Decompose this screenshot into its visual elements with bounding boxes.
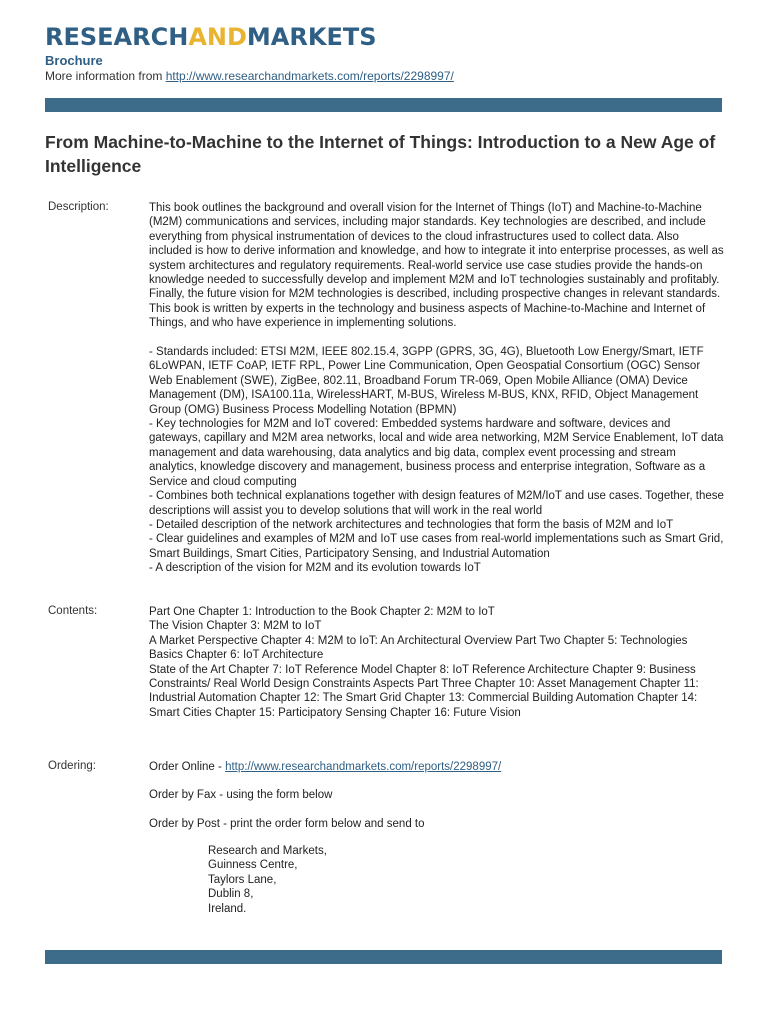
description-bullet: - Combines both technical explanations together with design features of M2M/IoT and use cases. Together, these descriptions will assist you to develop solutions that will work in the real world <box>149 490 724 517</box>
top-divider-bar <box>45 98 722 112</box>
address-line: Research and Markets, <box>208 845 327 857</box>
address-line: Dublin 8, <box>208 888 254 901</box>
description-bullet: - Key technologies for M2M and IoT covered: Embedded systems hardware and software, devices and gateways, capillary and M2M area networks, local and wide area networking, M2M Service Enablement, IoT data management and data warehousing, data analytics and big data, complex event processing and stream analytics, knowledge discovery and management, business process and enterprise integration, Software as a Service and cloud computing <box>149 418 724 488</box>
order-online-prefix: Order Online - <box>149 761 226 773</box>
address-line: Taylors Lane, <box>208 873 277 886</box>
contents-label: Contents: <box>48 605 98 617</box>
contents-line: Part One Chapter 1: Introduction to the Book Chapter 2: M2M to IoT <box>149 606 495 618</box>
logo-part-markets: MARKETS <box>246 23 377 51</box>
address-line: Guinness Centre, <box>208 859 298 872</box>
contents-line: The Vision Chapter 3: M2M to IoT <box>149 620 322 633</box>
logo-part-and: AND <box>188 23 247 51</box>
contents-body <box>149 605 724 720</box>
order-online-link[interactable]: http://www.researchandmarkets.com/reports/2298997/ <box>225 761 502 773</box>
order-fax-text: Order by Fax - using the form below <box>149 789 333 801</box>
address-line: Ireland. <box>208 902 247 915</box>
brochure-label: Brochure <box>45 53 103 68</box>
postal-address <box>208 844 327 916</box>
more-info-prefix: More information from <box>45 69 166 83</box>
page-title: From Machine-to-Machine to the Internet of Things: Introduction to a New Age of Intelligence <box>45 132 716 176</box>
bottom-divider-bar <box>45 950 722 964</box>
description-bullet: - Clear guidelines and examples of M2M and IoT use cases from real-world implementations such as Smart Grid, Smart Buildings, Smart Cities, Participatory Sensing, and Industrial Automation <box>149 533 724 560</box>
description-paragraph: This book outlines the background and overall vision for the Internet of Things (IoT) and Machine-to-Machine (M2M) communications and services, including major standards. Key technologies are described, and include everything from physical instrumentation of devices to the cloud infrastructures used to collect data. Also included is how to derive information and knowledge, and how to integrate it into enterprise processes, as well as system architectures and regulatory requirements. Real-world service use case studies provide the hands-on knowledge needed to successfully develop and implement M2M and IoT technologies sustainably and profitably. Finally, the future vision for M2M technologies is described, including prospective changes in relevant standards. This book is written by experts in the technology and business aspects of Machine-to-Machine and Internet of Things, and who have experience in implementing solutions. <box>149 202 724 330</box>
description-bullet: - Standards included: ETSI M2M, IEEE 802.15.4, 3GPP (GPRS, 3G, 4G), Bluetooth Low Energy/Smart, IETF 6LoWPAN, IETF CoAP, IETF RPL, Power Line Communication, Open Geospatial Consortium (OGC) Sensor Web Enablement (SWE), ZigBee, 802.11, Broadband Forum TR-069, Open Mobile Alliance (OMA) Device Management (DM), ISA100.11a, WirelessHART, M-BUS, Wireless M-BUS, KNX, RFID, Object Management Group (OMG) Business Process Modelling Notation (BPMN) <box>149 346 704 416</box>
ordering-label: Ordering: <box>48 760 96 772</box>
contents-line: State of the Art Chapter 7: IoT Reference Model Chapter 8: IoT Reference Architecture Chapter 9: Business Constraints/ Real World Design Constraints Aspects Part Three Chapter 10: Asset Management Chapter 11: Industrial Automation Chapter 12: The Smart Grid Chapter 13: Commercial Building Automation Chapter 14: Smart Cities Chapter 15: Participatory Sensing Chapter 16: Future Vision <box>149 663 699 719</box>
logo <box>45 22 377 52</box>
more-info-link[interactable]: http://www.researchandmarkets.com/reports/2298997/ <box>165 69 454 83</box>
order-online-line <box>149 760 724 774</box>
logo-part-research: RESEARCH <box>45 23 189 51</box>
contents-line: A Market Perspective Chapter 4: M2M to IoT: An Architectural Overview Part Two Chapter 5: Technologies Basics Chapter 6: IoT Architecture <box>149 634 688 662</box>
description-bullet: - Detailed description of the network architectures and technologies that form the basis of M2M and IoT <box>149 518 674 531</box>
description-label: Description: <box>48 201 109 213</box>
description-body <box>149 201 724 576</box>
description-bullet: - A description of the vision for M2M and its evolution towards IoT <box>149 562 481 575</box>
more-info-line <box>45 69 454 83</box>
order-post-text: Order by Post - print the order form below and send to <box>149 818 425 830</box>
